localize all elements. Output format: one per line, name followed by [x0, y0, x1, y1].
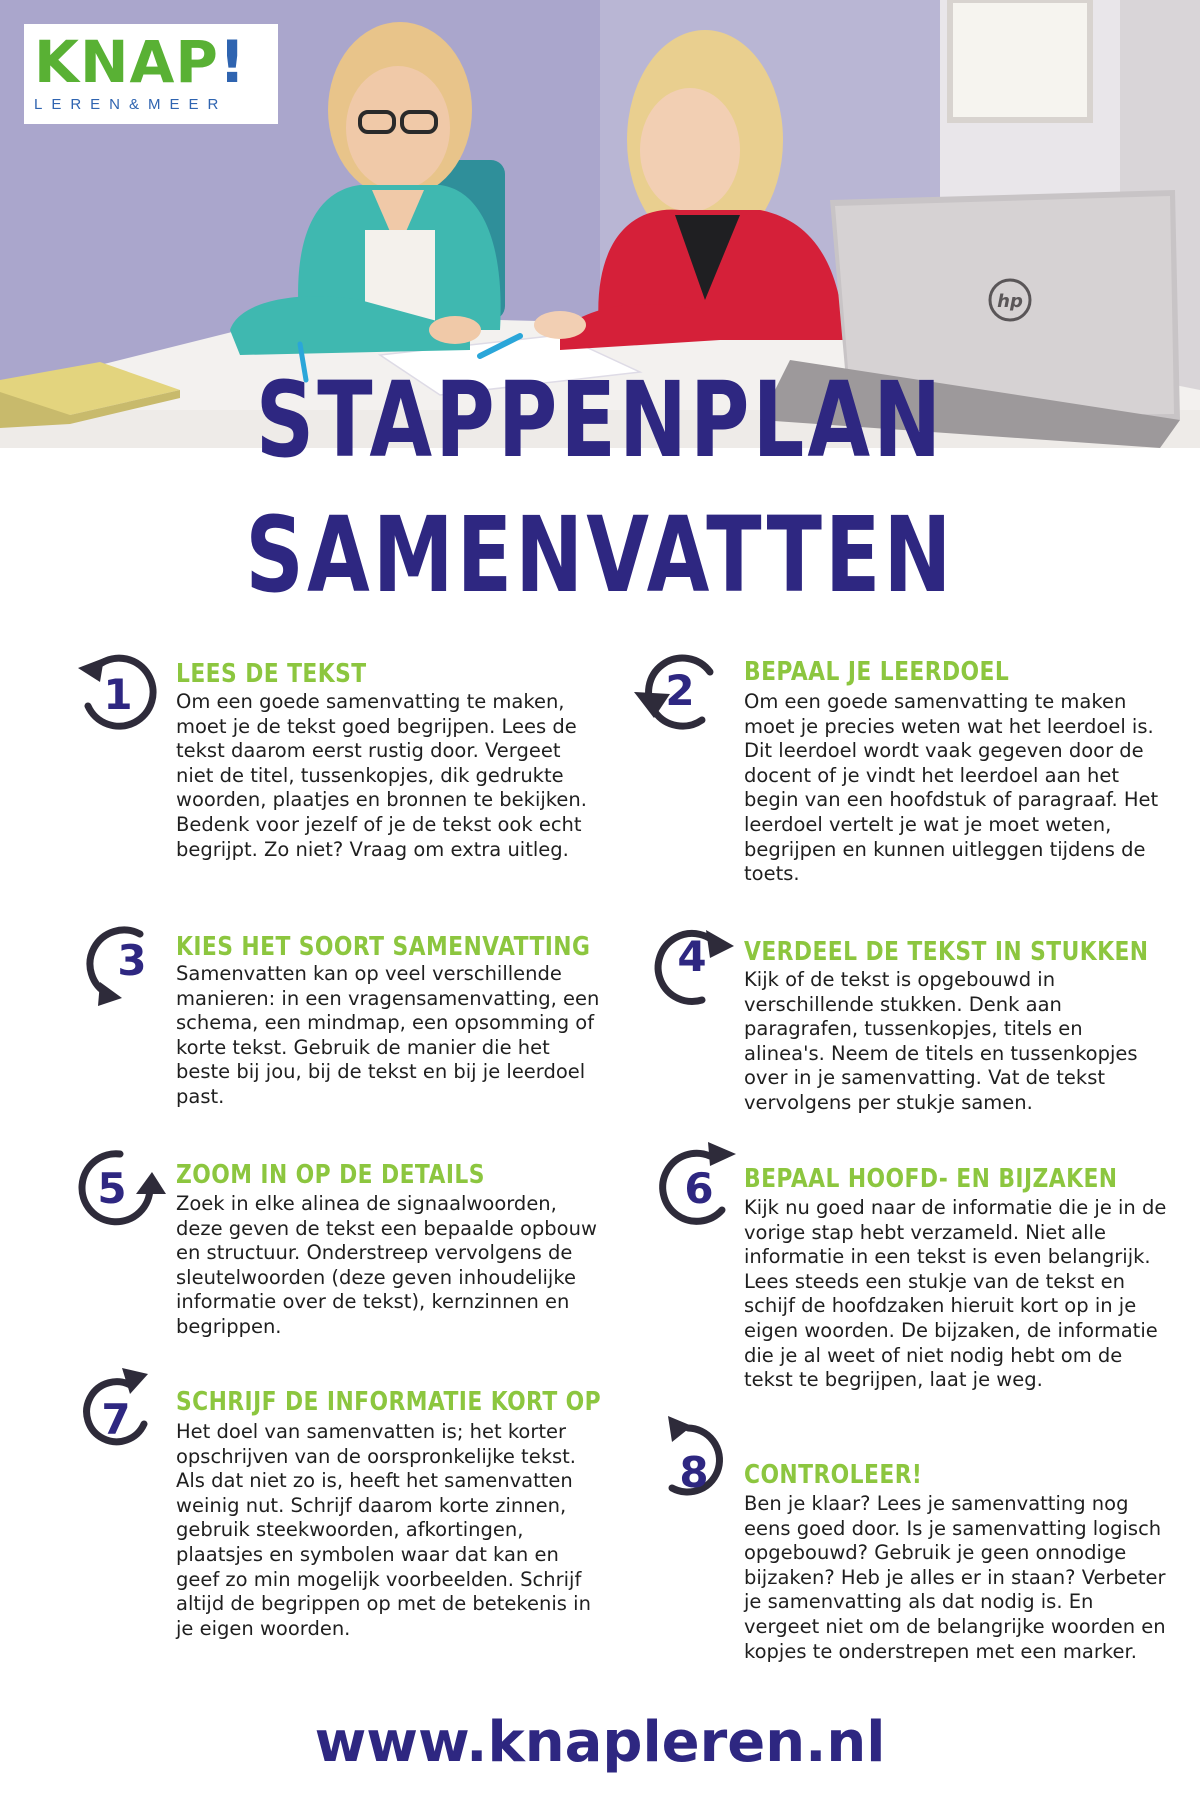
laptop-brand-mark: hp	[997, 291, 1023, 312]
logo-word-blue: !	[218, 28, 247, 96]
step-body: Om een goede samenvatting te maken, moet je de tekst goed begrijpen. Lees de tekst daarom eerst rustig door. Vergeet niet de titel, tussenkopjes, dik gedrukte woorden, plaatjes en bronnen te bekijken. Bedenk voor jezelf of je de tekst ook echt begrijpt. Zo niet? Vraag om extra uitleg.	[176, 690, 587, 861]
step-heading: BEPAAL JE LEERDOEL	[744, 657, 1010, 687]
step-badge	[648, 1412, 744, 1508]
step-number: 3	[117, 935, 147, 985]
logo-wordmark	[34, 28, 268, 96]
step-number: 1	[103, 669, 133, 719]
step-badge	[644, 918, 740, 1014]
step-body: Kijk nu goed naar de informatie die je in de vorige stap hebt verzameld. Niet alle informatie in een tekst is even belangrijk. Lees steeds een stukje van de tekst en schijf de hoofdzaken hieruit kort op in je eigen woorden. De bijzaken, de informatie die je al weet of niet nodig hebt om de tekst te begrijpen, laat je weg.	[744, 1196, 1167, 1392]
page-title-line1: STAPPENPLAN	[255, 359, 945, 481]
logo-word-green: KNAP	[34, 28, 219, 96]
step-body: Kijk of de tekst is opgebouwd in verschillende stukken. Denk aan paragrafen, tussenkopjes, titels en alinea's. Neem de titels en tussenkopjes over in je samenvatting. Vat de tekst vervolgens per stukje samen.	[744, 968, 1138, 1114]
step-body: Ben je klaar? Lees je samenvatting nog eens goed door. Is je samenvatting logisch opgebouwd? Gebruik je geen onnodige bijzaken? Heb je alles er in staan? Verbeter je samenvatting als dat nodig is. En vergeet niet om de belangrijke woorden en kopjes te onderstrepen met een marker.	[744, 1492, 1166, 1663]
step-heading: ZOOM IN OP DE DETAILS	[176, 1160, 485, 1190]
step-body: Om een goede samenvatting te maken moet je precies weten wat het leerdoel is. Dit leerdoel wordt vaak gegeven door de docent of je vindt het leerdoel aan het begin van een hoofdstuk of paragraaf. Het leerdoel vertelt je wat je moet weten, begrijpen en kunnen uitleggen tijdens de toets.	[744, 690, 1159, 886]
step-body: Zoek in elke alinea de signaalwoorden, deze geven de tekst een bepaalde opbouw en structuur. Onderstreep vervolgens de sleutelwoorden (deze geven inhoudelijke informatie over de tekst), kernzinnen en begrippen.	[176, 1192, 597, 1338]
step-badge	[72, 1140, 168, 1236]
step-heading: CONTROLEER!	[744, 1460, 923, 1490]
step-number: 2	[665, 665, 695, 715]
step-heading: SCHRIJF DE INFORMATIE KORT OP	[176, 1387, 602, 1417]
step-number: 5	[97, 1163, 127, 1213]
step-body: Samenvatten kan op veel verschillende manieren: in een vragensamenvatting, een schema, een mindmap, een opsomming of korte tekst. Gebruik de manier die het beste bij jou, bij de tekst en bij je leerdoel past.	[176, 962, 600, 1108]
step-heading: BEPAAL HOOFD- EN BIJZAKEN	[744, 1164, 1118, 1194]
page-title-line2: SAMENVATTEN	[245, 494, 955, 616]
step-number: 7	[101, 1394, 131, 1444]
step-number: 8	[679, 1447, 709, 1497]
step-heading: LEES DE TEKST	[176, 659, 367, 689]
step-badge	[70, 646, 166, 742]
step-badge	[70, 912, 166, 1008]
step-number: 4	[677, 931, 707, 981]
step-body: Het doel van samenvatten is; het korter opschrijven van de oorspronkelijke tekst. Als dat niet zo is, heeft het samenvatten weinig nut. Schrijf daarom korte zinnen, gebruik steekwoorden, afkortingen, plaatsjes en symbolen waar dat kan en geef zo min mogelijk voorbeelden. Schrijf altijd de begrippen op met de betekenis in je eigen woorden.	[176, 1420, 591, 1640]
step-badge	[72, 1364, 168, 1460]
knap-logo	[24, 24, 278, 124]
step-heading: KIES HET SOORT SAMENVATTING	[176, 932, 591, 962]
step-number: 6	[684, 1163, 714, 1213]
step-badge	[648, 1140, 744, 1236]
footer-website-link[interactable]: www.knapleren.nl	[314, 1710, 886, 1775]
step-badge	[632, 642, 728, 738]
step-heading: VERDEEL DE TEKST IN STUKKEN	[744, 937, 1149, 967]
logo-tagline: LEREN&MEER	[34, 96, 228, 113]
